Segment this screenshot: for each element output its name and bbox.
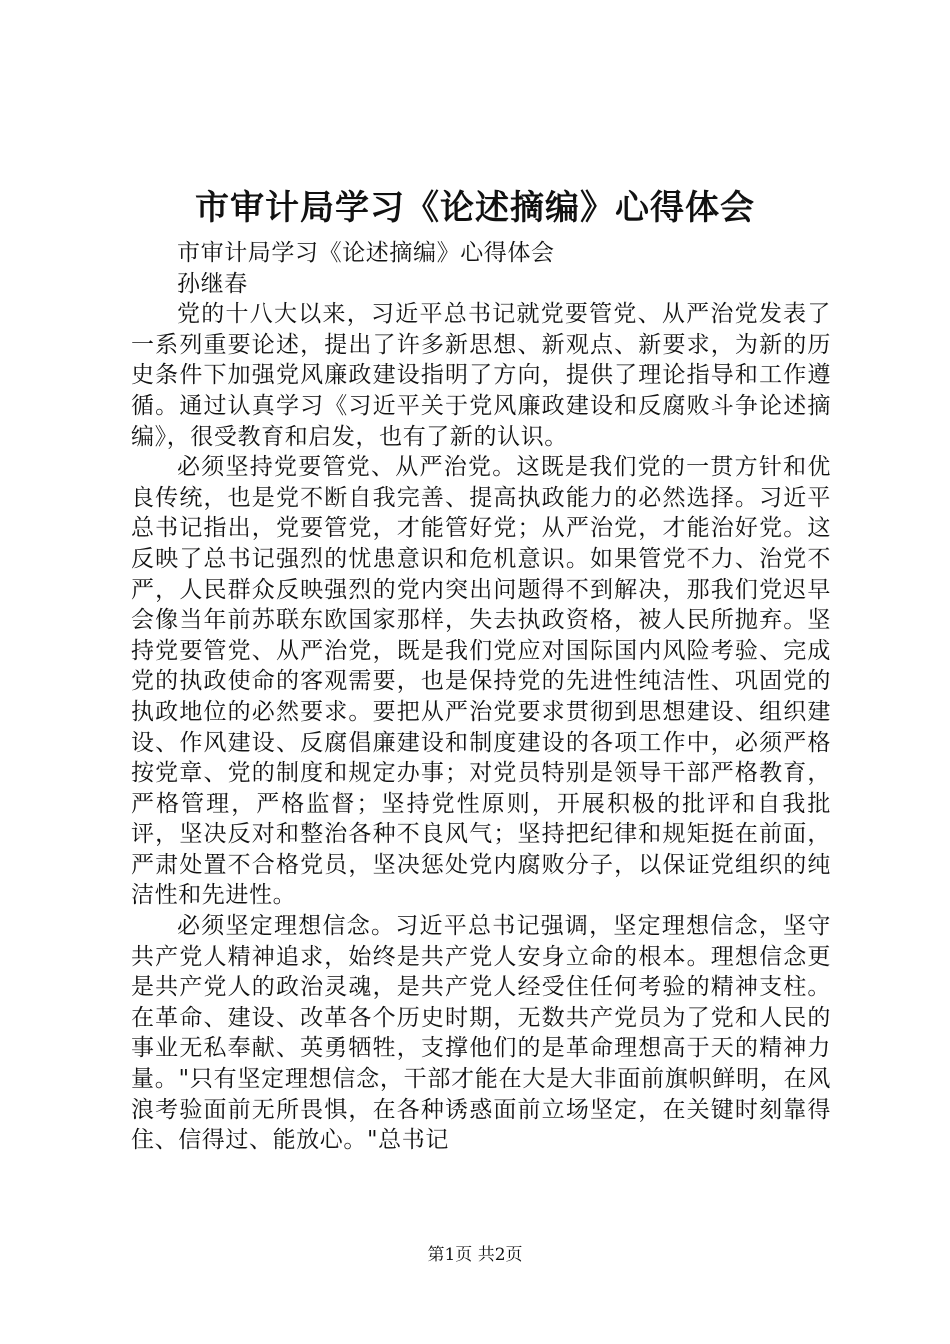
document-title: 市审计局学习《论述摘编》心得体会 (195, 188, 755, 228)
author-line: 孙继春 (177, 270, 248, 297)
subtitle-line: 市审计局学习《论述摘编》心得体会 (177, 240, 555, 266)
page-footer: 第1页 共2页 (427, 1245, 523, 1265)
body-paragraph: 党的十八大以来，习近平总书记就党要管党、从严治党发表了一系列重要论述，提出了许多新思想、新观点、新要求，为新的历史条件下加强党风廉政建设指明了方向，提供了理论指导和工作遵循。通过认真学习《习近平关于党风廉政建设和反腐败斗争论述摘编》，很受教育和启发，也有了新的认识。 (131, 301, 831, 450)
body-paragraph: 必须坚定理想信念。习近平总书记强调，坚定理想信念，坚守共产党人精神追求，始终是共产党人安身立命的根本。理想信念更是共产党人的政治灵魂，是共产党人经受住任何考验的精神支柱。在革命、建设、改革各个历史时期，无数共产党员为了党和人民的事业无私奉献、英勇牺牲，支撑他们的是革命理想高于天的精神力量。"只有坚定理想信念，干部才能在大是大非面前旗帜鲜明，在风浪考验面前无所畏惧，在各种诱惑面前立场坚定，在关键时刻靠得住、信得过、能放心。"总书记 (131, 913, 831, 1154)
body-paragraph: 必须坚持党要管党、从严治党。这既是我们党的一贯方针和优良传统，也是党不断自我完善、提高执政能力的必然选择。习近平总书记指出，党要管党，才能管好党；从严治党，才能治好党。这反映了总书记强烈的忧患意识和危机意识。如果管党不力、治党不严，人民群众反映强烈的党内突出问题得不到解决，那我们党迟早会像当年前苏联东欧国家那样，失去执政资格，被人民所抛弃。坚持党要管党、从严治党，既是我们党应对国际国内风险考验、完成党的执政使命的客观需要，也是保持党的先进性纯洁性、巩固党的执政地位的必然要求。要把从严治党要求贯彻到思想建设、组织建设、作风建设、反腐倡廉建设和制度建设的各项工作中，必须严格按党章、党的制度和规定办事；对党员特别是领导干部严格教育，严格管理，严格监督；坚持党性原则，开展积极的批评和自我批评，坚决反对和整治各种不良风气；坚持把纪律和规矩挺在前面，严肃处置不合格党员，坚决惩处党内腐败分子，以保证党组织的纯洁性和先进性。 (131, 454, 831, 909)
document-body (131, 238, 831, 1156)
